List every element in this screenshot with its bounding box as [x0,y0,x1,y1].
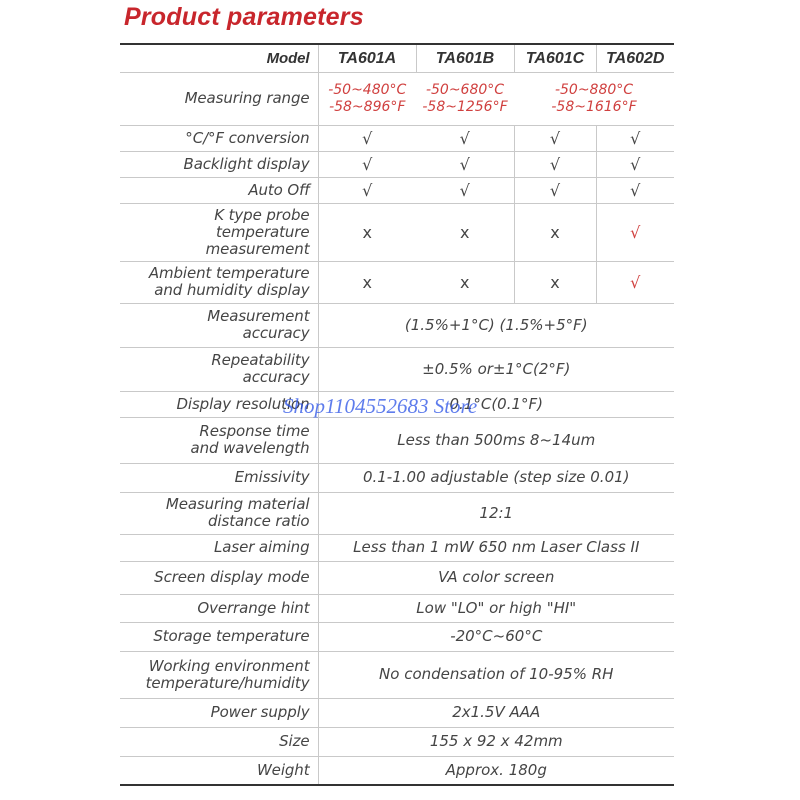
range-fahrenheit: -58~1616°F [551,98,637,115]
range-celsius: -50~680°C [425,81,505,98]
row-label: Weight [120,756,318,785]
row-label: Power supply [120,698,318,727]
row-conversion [120,125,674,151]
row-backlight [120,151,674,177]
row-working [120,651,674,698]
check-mark: √ [596,203,674,261]
cross-mark: x [416,261,514,303]
range-ta601c-ta602d [514,72,674,125]
cross-mark: x [318,203,416,261]
row-response [120,417,674,463]
check-mark: √ [596,177,674,203]
range-ta601b [416,72,514,125]
row-k-probe [120,203,674,261]
row-size [120,727,674,756]
row-accuracy [120,303,674,347]
row-value: VA color screen [318,561,674,594]
check-mark: √ [416,177,514,203]
row-label: Backlight display [120,151,318,177]
cross-mark: x [416,203,514,261]
row-value: ±0.5% or±1°C(2°F) [318,347,674,391]
range-celsius: -50~480°C [328,81,407,98]
row-storage [120,622,674,651]
row-distance-ratio [120,492,674,534]
row-label: Working environment temperature/humidity [120,651,318,698]
check-mark: √ [416,125,514,151]
row-resolution [120,391,674,417]
row-power [120,698,674,727]
range-fahrenheit: -58~896°F [329,98,406,115]
cross-mark: x [514,203,596,261]
header-row [120,44,674,72]
model-ta601b: TA601B [416,44,514,72]
row-label: Repeatability accuracy [120,347,318,391]
row-value: -20°C~60°C [318,622,674,651]
row-value: Approx. 180g [318,756,674,785]
row-label: Display resolution [120,391,318,417]
row-label: Measuring material distance ratio [120,492,318,534]
row-label: Response time and wavelength [120,417,318,463]
row-weight [120,756,674,785]
row-screen [120,561,674,594]
check-mark: √ [318,151,416,177]
row-label: Measuring range [120,72,318,125]
range-fahrenheit: -58~1256°F [422,98,508,115]
page-title: Product parameters [124,3,364,31]
row-label: Size [120,727,318,756]
row-label: Emissivity [120,463,318,492]
row-label: Laser aiming [120,534,318,561]
row-label: Storage temperature [120,622,318,651]
model-ta601c: TA601C [514,44,596,72]
row-value: 155 x 92 x 42mm [318,727,674,756]
row-measuring-range [120,72,674,125]
range-celsius: -50~880°C [554,81,634,98]
row-emissivity [120,463,674,492]
row-label: °C/°F conversion [120,125,318,151]
row-overrange [120,594,674,622]
row-value: 0.1°C(0.1°F) [318,391,674,417]
check-mark: √ [596,261,674,303]
row-value: 12:1 [318,492,674,534]
row-value: No condensation of 10-95% RH [318,651,674,698]
row-label: Screen display mode [120,561,318,594]
model-ta601a: TA601A [337,49,397,67]
row-ambient [120,261,674,303]
row-laser [120,534,674,561]
row-repeatability [120,347,674,391]
check-mark: √ [514,151,596,177]
check-mark: √ [416,151,514,177]
row-auto-off [120,177,674,203]
model-header: Model [120,44,318,72]
row-label: Overrange hint [120,594,318,622]
row-value: 2x1.5V AAA [318,698,674,727]
cross-mark: x [514,261,596,303]
check-mark: √ [318,177,416,203]
row-label: Measurement accuracy [120,303,318,347]
row-value: Less than 1 mW 650 nm Laser Class II [318,534,674,561]
row-value: (1.5%+1°C) (1.5%+5°F) [318,303,674,347]
row-value: Less than 500ms 8~14um [318,417,674,463]
check-mark: √ [596,151,674,177]
row-label: Ambient temperature and humidity display [120,261,318,303]
model-ta602d: TA602D [596,44,674,72]
store-watermark: Shop1104552683 Store [283,394,478,418]
cross-mark: x [318,261,416,303]
check-mark: √ [514,125,596,151]
check-mark: √ [318,125,416,151]
check-mark: √ [596,125,674,151]
check-mark: √ [514,177,596,203]
range-ta601a [318,72,416,125]
row-value: Low "LO" or high "HI" [318,594,674,622]
row-label: K type probe temperature measurement [120,203,318,261]
row-value: 0.1-1.00 adjustable (step size 0.01) [318,463,674,492]
row-label: Auto Off [120,177,318,203]
parameters-table [120,43,674,786]
